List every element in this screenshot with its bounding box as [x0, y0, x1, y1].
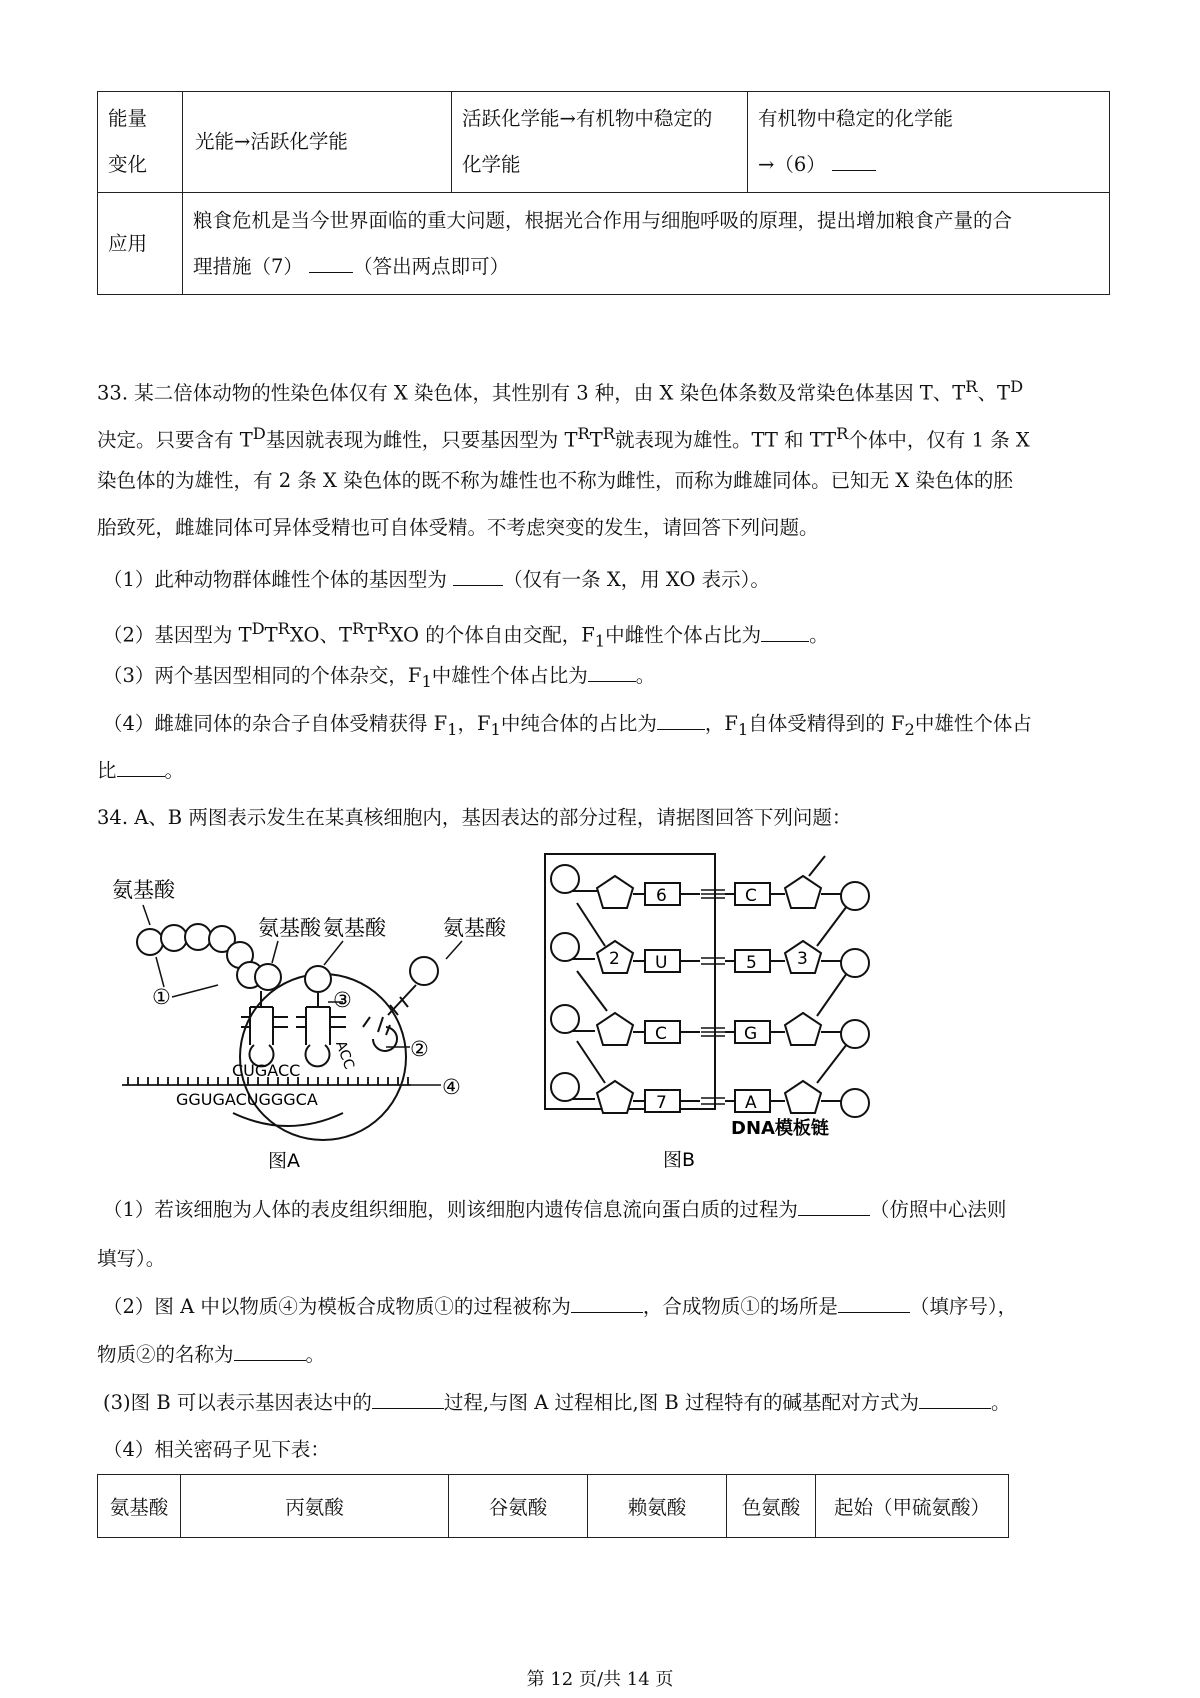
amino-acid-label-2: 氨基酸 [258, 916, 321, 940]
phosphate-circle [841, 1089, 869, 1117]
answer-blank[interactable] [453, 567, 503, 586]
q33-text: 中雄性个体占比为 [431, 664, 588, 687]
left-base-2: U [655, 953, 668, 973]
q34-text: （2）图 A 中以物质④为模板合成物质①的过程被称为 [103, 1295, 571, 1318]
q33-text: ，F [457, 712, 491, 735]
sup: R [351, 619, 365, 638]
right-base-boxes [735, 883, 770, 1112]
q33-stem-line-1 [97, 372, 1110, 409]
q33-text: 。 [809, 623, 829, 647]
phosphate-circle [551, 1073, 579, 1101]
q34-subq-3 [103, 1388, 1116, 1418]
right-base-1: C [745, 886, 757, 906]
sub: 1 [594, 631, 606, 651]
q33-text: （3）两个基因型相同的个体杂交，F [103, 664, 422, 687]
q33-subq-3 [103, 661, 1116, 697]
answer-blank[interactable] [588, 663, 636, 682]
light-reaction-energy: 光能→活跃化学能 [195, 130, 348, 153]
figure-b-caption: 图B [663, 1149, 696, 1171]
pentose [785, 876, 821, 908]
right-base-3: G [744, 1024, 758, 1044]
answer-blank[interactable] [372, 1390, 444, 1409]
sub: 1 [421, 671, 432, 691]
q34-subq-1 [103, 1195, 1116, 1225]
q33-text: 中雌性个体占比为 [605, 623, 762, 647]
q34-text: （仿照中心法则 [869, 1198, 1007, 1221]
blank-7-label: 理措施（7） [193, 254, 303, 278]
q34-subq-4: （4）相关密码子见下表： [103, 1438, 330, 1461]
sub: 1 [447, 719, 458, 739]
left-base-1: 6 [656, 886, 667, 906]
q34-text: 物质②的名称为 [97, 1343, 234, 1366]
codon-cell: 丙氨酸 [181, 1475, 449, 1538]
application-line-2 [193, 244, 1099, 290]
application-cell [183, 193, 1110, 295]
left-base-3: C [655, 1024, 667, 1044]
codon-cell: 谷氨酸 [449, 1475, 588, 1538]
phosphate-circle [551, 865, 579, 893]
amino-acid-bead [255, 964, 281, 990]
right-base-4: A [745, 1093, 757, 1113]
q34-subq-1-line-2: 填写）。 [97, 1247, 166, 1270]
q33-text: 33. 某二倍体动物的性染色体仅有 X 染色体，其性别有 3 种，由 X 染色体条数及常染色体基因 T、T [97, 381, 966, 405]
marker-2: ② [410, 1037, 429, 1061]
pentose [597, 1013, 633, 1045]
figure-b [535, 851, 925, 1171]
energy-label-1: 能量 [108, 107, 148, 130]
marker-3: ③ [333, 988, 352, 1012]
pentose-2-label: 2 [609, 949, 620, 969]
q33-text: 就表现为雄性。TT 和 TT [614, 428, 837, 452]
respiration-line-2 [758, 142, 1099, 188]
energy-table [97, 91, 1110, 295]
anticodon-text: CUGACC [232, 1061, 301, 1080]
q33-text: XO 的个体自由交配，F [389, 623, 595, 647]
sub: 1 [737, 719, 749, 739]
photosynthesis-energy-cell [183, 92, 452, 193]
codon-table [97, 1474, 1009, 1538]
codon-header: 氨基酸 [98, 1475, 181, 1538]
q34-subq-2 [103, 1292, 1116, 1322]
answer-blank[interactable] [761, 623, 809, 642]
amino-acid-label-4: 氨基酸 [443, 916, 506, 940]
dark-reaction-energy-cell [452, 92, 748, 193]
phosphate-circle [551, 933, 579, 961]
left-strand [565, 891, 607, 1099]
pentose [785, 1013, 821, 1045]
energy-label-2: 变化 [108, 153, 148, 176]
q34-text: （填序号）， [909, 1295, 1018, 1318]
energy-row [98, 92, 1110, 193]
phosphate-circle [841, 882, 869, 910]
left-base-boxes [645, 883, 680, 1112]
right-base-links [725, 894, 785, 1101]
left-base-links [633, 894, 700, 1101]
q34-subq-2-line-2 [97, 1340, 1110, 1370]
right-pentoses [785, 876, 821, 1113]
q34-text: ，合成物质①的场所是 [642, 1295, 838, 1318]
sup: R [577, 424, 590, 443]
blank-7-hint: （答出两点即可） [353, 254, 510, 278]
q33-text: ，F [704, 712, 738, 735]
pointer-line [172, 985, 218, 997]
trna-in-ribosome-1 [241, 991, 288, 1066]
right-base-2: 5 [746, 953, 757, 973]
dna-template-label: DNA模板链 [731, 1118, 829, 1139]
answer-blank[interactable] [117, 758, 165, 777]
free-amino-acid [410, 957, 438, 985]
blank-6-label: →（6） [758, 153, 826, 176]
marker-4: ④ [442, 1075, 461, 1099]
q34-text: (3)图 B 可以表示基因表达中的 [103, 1391, 372, 1414]
sup: R [836, 424, 849, 443]
amino-acid-label-1: 氨基酸 [112, 878, 175, 902]
q33-text: 、T [977, 381, 1011, 405]
q33-text: 中纯合体的占比为 [500, 712, 657, 735]
left-phosphates [551, 865, 579, 1101]
q33-stem-line-4: 胎致死，雌雄同体可异体受精也可自体受精。不考虑突变的发生，请回答下列问题。 [97, 516, 819, 539]
amino-acid-bead [305, 966, 331, 992]
answer-blank-7[interactable] [309, 254, 353, 273]
pointer-line [143, 905, 150, 925]
codon-cell: 色氨酸 [727, 1475, 816, 1538]
energy-label-cell [98, 92, 183, 193]
sub: 2 [904, 719, 915, 739]
q33-stem-line-3: 染色体的为雄性，有 2 条 X 染色体的既不称为雄性也不称为雌性，而称为雌雄同体。已知无 X 染色体的胚 [97, 469, 1013, 492]
respiration-energy-cell [748, 92, 1110, 193]
hydrogen-bonds [701, 890, 725, 1104]
ribosome [240, 974, 406, 1140]
q34-text: 。 [990, 1391, 1011, 1414]
q33-text: XO、T [289, 623, 352, 647]
q33-text: 个体中，仅有 1 条 X [848, 428, 1030, 452]
sup: D [252, 424, 266, 443]
q33-text: 。 [164, 759, 185, 782]
pointer-line [156, 957, 164, 987]
phosphate-circle [841, 949, 869, 977]
answer-blank[interactable] [571, 1294, 643, 1313]
application-label: 应用 [98, 193, 183, 295]
q33-text: 比 [97, 759, 117, 782]
sup: R [965, 377, 978, 396]
free-trna [363, 985, 416, 1051]
codon-cell: 起始（甲硫氨酸） [816, 1475, 1009, 1538]
answer-blank[interactable] [798, 1197, 870, 1216]
right-phosphates [841, 882, 869, 1117]
q33-subq-4 [103, 709, 1116, 745]
figure-a-caption: 图A [268, 1150, 300, 1172]
ribosome-arc [233, 1113, 343, 1126]
trna-end-text: ACC [332, 1038, 358, 1072]
application-line-1: 粮食危机是当今世界面临的重大问题，根据光合作用与细胞呼吸的原理，提出增加粮食产量的合 [193, 208, 1013, 232]
q33-text: 自体受精得到的 F [748, 712, 905, 735]
q33-subq-1 [103, 565, 1116, 595]
marker-1: ① [152, 985, 171, 1009]
q33-text: （仅有一条 X，用 XO 表示）。 [503, 568, 770, 591]
answer-blank[interactable] [657, 711, 705, 730]
codon-cell: 赖氨酸 [588, 1475, 727, 1538]
pentose [597, 876, 633, 908]
q33-subq-2: （2）基因型为 $T^DT^RXO$、$T^RT^RXO$ 的个体自由交配，$F_1$中雌性个体占比为 。 [103, 619, 829, 651]
q34-stem: 34. A、B 两图表示发生在某真核细胞内，基因表达的部分过程，请据图回答下列问题： [97, 806, 852, 829]
respiration-line-1: 有机物中稳定的化学能 [758, 107, 954, 130]
answer-blank[interactable] [234, 1342, 306, 1361]
pointer-line [446, 941, 462, 959]
q33-text: （4）雌雄同体的杂合子自体受精获得 F [103, 712, 448, 735]
q34-text: 过程,与图 A 过程相比,图 B 过程特有的碱基配对方式为 [443, 1391, 919, 1414]
sup: D [1010, 377, 1024, 396]
q33-text: 决定。只要含有 T [97, 428, 253, 452]
answer-blank-6[interactable] [832, 152, 876, 171]
mrna-sequence: GGUGACUGGGCA [176, 1090, 318, 1109]
answer-blank[interactable] [919, 1390, 991, 1409]
page-footer: 第 12 页/共 14 页 [526, 1669, 674, 1690]
chain-bead [137, 929, 163, 955]
q34-text: （1）若该细胞为人体的表皮组织细胞，则该细胞内遗传信息流向蛋白质的过程为 [103, 1198, 798, 1221]
q33-stem-line-2: 决定。只要含有 $T^D$基因就表现为雌性，只要基因型为 $T^RT^R$就表现为雄性。TT 和 $TT^R$个体中，仅有 1 条 X [97, 424, 1030, 452]
sub: 1 [490, 719, 501, 739]
pointer-line [272, 941, 278, 963]
figure-a [112, 867, 528, 1172]
q33-subq-4-line-2 [97, 756, 1110, 786]
pointer-line [324, 941, 343, 965]
phosphate-circle [841, 1020, 869, 1048]
chain-bead [185, 924, 211, 950]
answer-blank[interactable] [838, 1294, 910, 1313]
application-row [98, 193, 1110, 295]
q34-text: 。 [305, 1343, 326, 1366]
q33-text: 基因就表现为雌性，只要基因型为 T [265, 428, 578, 452]
q33-text: （1）此种动物群体雌性个体的基因型为 [103, 568, 447, 591]
sup: R [277, 619, 290, 638]
left-base-4: 7 [656, 1093, 667, 1113]
dark-reaction-line-2: 化学能 [462, 153, 521, 176]
q33-text: （2）基因型为 T [103, 623, 252, 647]
amino-acid-label-3: 氨基酸 [323, 916, 386, 940]
q33-text: 中雄性个体占 [914, 712, 1032, 735]
pentose-3-label: 3 [797, 949, 808, 969]
pentose [597, 1081, 633, 1113]
q33-text: 。 [635, 664, 656, 687]
chain-bead [161, 925, 187, 951]
dark-reaction-line-1: 活跃化学能→有机物中稳定的 [462, 107, 713, 130]
phosphate-circle [551, 1005, 579, 1033]
polypeptide-chain [137, 924, 263, 988]
sup: R [377, 619, 390, 638]
pentose [785, 1081, 821, 1113]
codon-row [98, 1475, 1009, 1538]
sup: D [251, 619, 265, 638]
sup: R [602, 424, 615, 443]
